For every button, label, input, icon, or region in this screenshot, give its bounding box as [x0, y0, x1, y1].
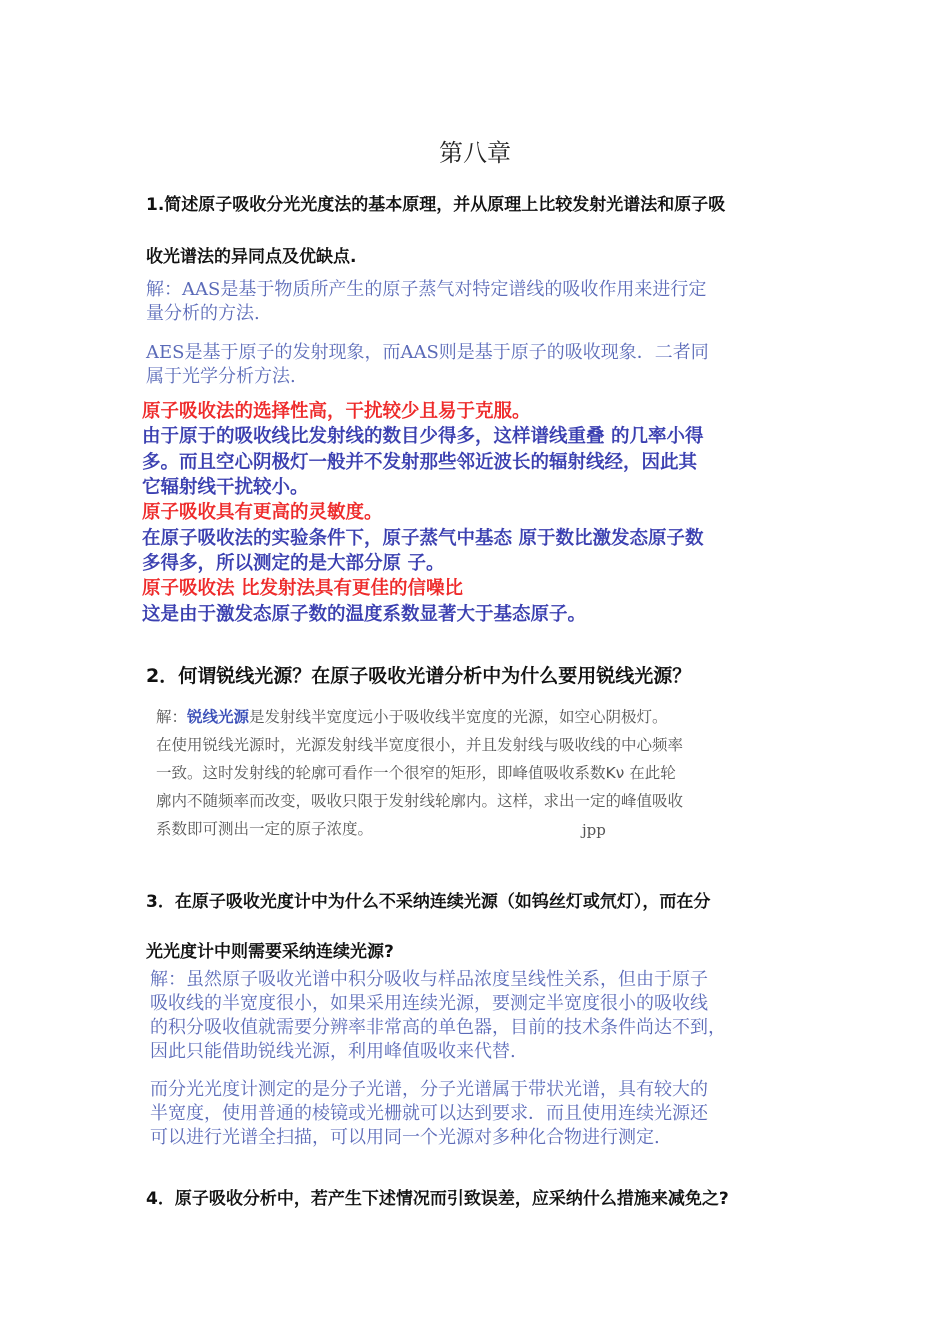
- point-1-line-3: 它辐射线干扰较小。: [142, 477, 309, 498]
- point-1-heading: 原子吸收法的选择性高，干扰较少且易于克服。: [142, 401, 531, 422]
- answer-2-line-4: 廓内不随频率而改变，吸收只限于发射线轮廓内。这样，求出一定的峰值吸收: [156, 792, 684, 810]
- point-2-heading: 原子吸收具有更高的灵敏度。: [142, 502, 383, 523]
- answer-3-p2-line-3: 可以进行光谱全扫描，可以用同一个光源对多种化合物进行测定.: [150, 1127, 660, 1148]
- answer-2-term: 锐线光源: [187, 708, 250, 726]
- point-2-line-1: 在原子吸收法的实验条件下，原子蒸气中基态 原于数比激发态原子数: [142, 528, 704, 549]
- point-1-line-1: 由于原于的吸收线比发射线的数目少得多，这样谱线重叠 的几率小得: [142, 426, 704, 447]
- point-3-heading: 原子吸收法 比发射法具有更佳的信噪比: [142, 578, 463, 599]
- answer-2-prefix: 解：: [156, 708, 188, 726]
- point-2-line-2: 多得多，所以测定的是大部分原 子。: [142, 553, 445, 574]
- answer-2-line-1-rest: 是发射线半宽度远小于吸收线半宽度的光源，如空心阴极灯。: [249, 708, 668, 726]
- chapter-title: 第八章: [439, 139, 511, 167]
- answer-3-p2-line-1: 而分光光度计测定的是分子光谱，分子光谱属于带状光谱，具有较大的: [150, 1079, 708, 1100]
- answer-1-p1-line-1: 解：AAS是基于物质所产生的原子蒸气对特定谱线的吸收作用来进行定: [146, 279, 707, 300]
- answer-3-p1-line-3: 的积分吸收值就需要分辨率非常高的单色器，目前的技术条件尚达不到，: [150, 1017, 726, 1038]
- answer-2-line-2: 在使用锐线光源时，光源发射线半宽度很小，并且发射线与吸收线的中心频率: [156, 736, 684, 754]
- question-2: 2．何谓锐线光源？在原子吸收光谱分析中为什么要用锐线光源？: [146, 665, 692, 687]
- answer-1-p2-line-1: AES是基于原子的发射现象，而AAS则是基于原子的吸收现象．二者同: [146, 342, 709, 363]
- question-3-line-1: 3．在原子吸收光度计中为什么不采纳连续光源（如钨丝灯或氘灯），而在分: [146, 892, 711, 912]
- question-1-line-1: 1.简述原子吸收分光光度法的基本原理，并从原理上比较发射光谱法和原子吸: [146, 195, 726, 215]
- answer-2-line-1: [156, 703, 668, 731]
- answer-1-p1-line-2: 量分析的方法.: [146, 303, 260, 324]
- point-3-line-1: 这是由于激发态原子数的温度系数显著大于基态原子。: [142, 604, 587, 625]
- answer-2-line-5: 系数即可测出一定的原子浓度。: [156, 820, 374, 838]
- answer-3-p1-line-2: 吸收线的半宽度很小，如果采用连续光源，要测定半宽度很小的吸收线: [150, 993, 708, 1014]
- answer-1-p2-line-2: 属于光学分析方法.: [146, 366, 296, 387]
- question-4: 4．原子吸收分析中，若产生下述情况而引致误差，应采纳什么措施来减免之?: [146, 1189, 729, 1209]
- point-1-line-2: 多。而且空心阴极灯一般并不发射那些邻近波长的辐射线经，因此其: [142, 452, 698, 473]
- answer-2-line-3: 一致。这时发射线的轮廓可看作一个很窄的矩形，即峰值吸收系数Kν 在此轮: [156, 764, 676, 782]
- question-1-line-2: 收光谱法的异同点及优缺点.: [146, 247, 357, 267]
- answer-3-p2-line-2: 半宽度，使用普通的棱镜或光栅就可以达到要求．而且使用连续光源还: [150, 1103, 708, 1124]
- jpp-note: jpp: [582, 821, 606, 839]
- answer-3-p1-line-1: 解：虽然原子吸收光谱中积分吸收与样品浓度呈线性关系，但由于原子: [150, 969, 708, 990]
- question-3-line-2: 光光度计中则需要采纳连续光源?: [146, 942, 394, 962]
- answer-3-p1-line-4: 因此只能借助锐线光源，利用峰值吸收来代替.: [150, 1041, 516, 1062]
